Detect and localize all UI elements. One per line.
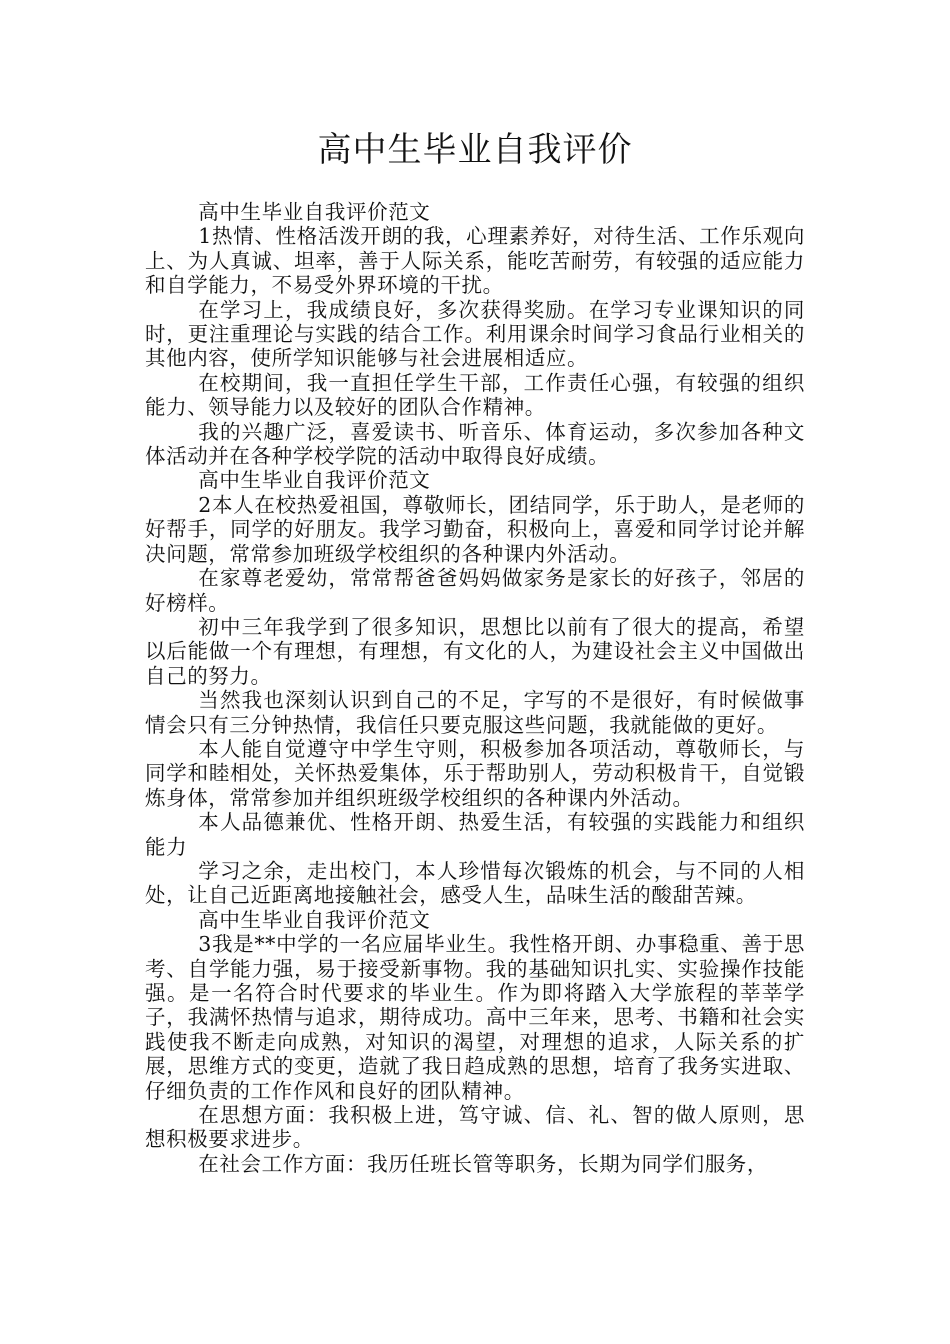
paragraph: 2本人在校热爱祖国，尊敬师长，团结同学，乐于助人，是老师的好帮手，同学的好朋友。我学习勤奋，积极向上，喜爱和同学讨论并解决问题，常常参加班级学校组织的各种课内外活动。 (145, 492, 805, 566)
document-body (145, 200, 805, 1176)
paragraph: 初中三年我学到了很多知识，思想比以前有了很大的提高，希望以后能做一个有理想，有理想，有文化的人，为建设社会主义中国做出自己的努力。 (145, 614, 805, 688)
paragraph: 学习之余，走出校门，本人珍惜每次锻炼的机会，与不同的人相处，让自己近距离地接触社会，感受人生，品味生活的酸甜苦辣。 (145, 858, 805, 908)
section-heading: 高中生毕业自我评价范文 (198, 200, 431, 224)
paragraph: 3我是**中学的一名应届毕业生。我性格开朗、办事稳重、善于思考、自学能力强，易于接受新事物。我的基础知识扎实、实验操作技能强。是一名符合时代要求的毕业生。作为即将踏入大学旅程的莘莘学子，我满怀热情与追求，期待成功。高中三年来，思考、书籍和社会实践使我不断走向成熟，对知识的渴望，对理想的追求，人际关系的扩展，思维方式的变更，造就了我日趋成熟的思想，培育了我务实进取、仔细负责的工作作风和良好的团队精神。 (145, 932, 805, 1103)
paragraph: 本人能自觉遵守中学生守则，积极参加各项活动，尊敬师长，与同学和睦相处，关怀热爱集体，乐于帮助别人，劳动积极肯干，自觉锻炼身体，常常参加并组织班级学校组织的各种课内外活动。 (145, 736, 805, 810)
paragraph: 在学习上，我成绩良好，多次获得奖励。在学习专业课知识的同时，更注重理论与实践的结合工作。利用课余时间学习食品行业相关的其他内容，使所学知识能够与社会进展相适应。 (145, 297, 805, 371)
paragraph: 在社会工作方面：我历任班长管等职务，长期为同学们服务， (198, 1151, 768, 1176)
paragraph: 1热情、性格活泼开朗的我，心理素养好，对待生活、工作乐观向上、为人真诚、坦率，善于人际关系，能吃苦耐劳，有较强的适应能力和自学能力，不易受外界环境的干扰。 (145, 224, 805, 298)
document-title: 高中生毕业自我评价 (317, 130, 633, 170)
paragraph: 在家尊老爱幼，常常帮爸爸妈妈做家务是家长的好孩子，邻居的好榜样。 (145, 566, 805, 615)
paragraph: 本人品德兼优、性格开朗、热爱生活，有较强的实践能力和组织能力 (145, 810, 805, 859)
section-heading: 高中生毕业自我评价范文 (198, 907, 431, 932)
paragraph: 当然我也深刻认识到自己的不足，字写的不是很好，有时候做事情会只有三分钟热情，我信任只要克服这些问题，我就能做的更好。 (145, 688, 805, 737)
paragraph: 在校期间，我一直担任学生干部，工作责任心强，有较强的组织能力、领导能力以及较好的团队合作精神。 (145, 370, 805, 420)
paragraph: 我的兴趣广泛，喜爱读书、听音乐、体育运动，多次参加各种文体活动并在各种学校学院的活动中取得良好成绩。 (145, 419, 805, 469)
section-heading: 高中生毕业自我评价范文 (198, 468, 431, 493)
paragraph: 在思想方面：我积极上进，笃守诚、信、礼、智的做人原则，思想积极要求进步。 (145, 1103, 805, 1152)
